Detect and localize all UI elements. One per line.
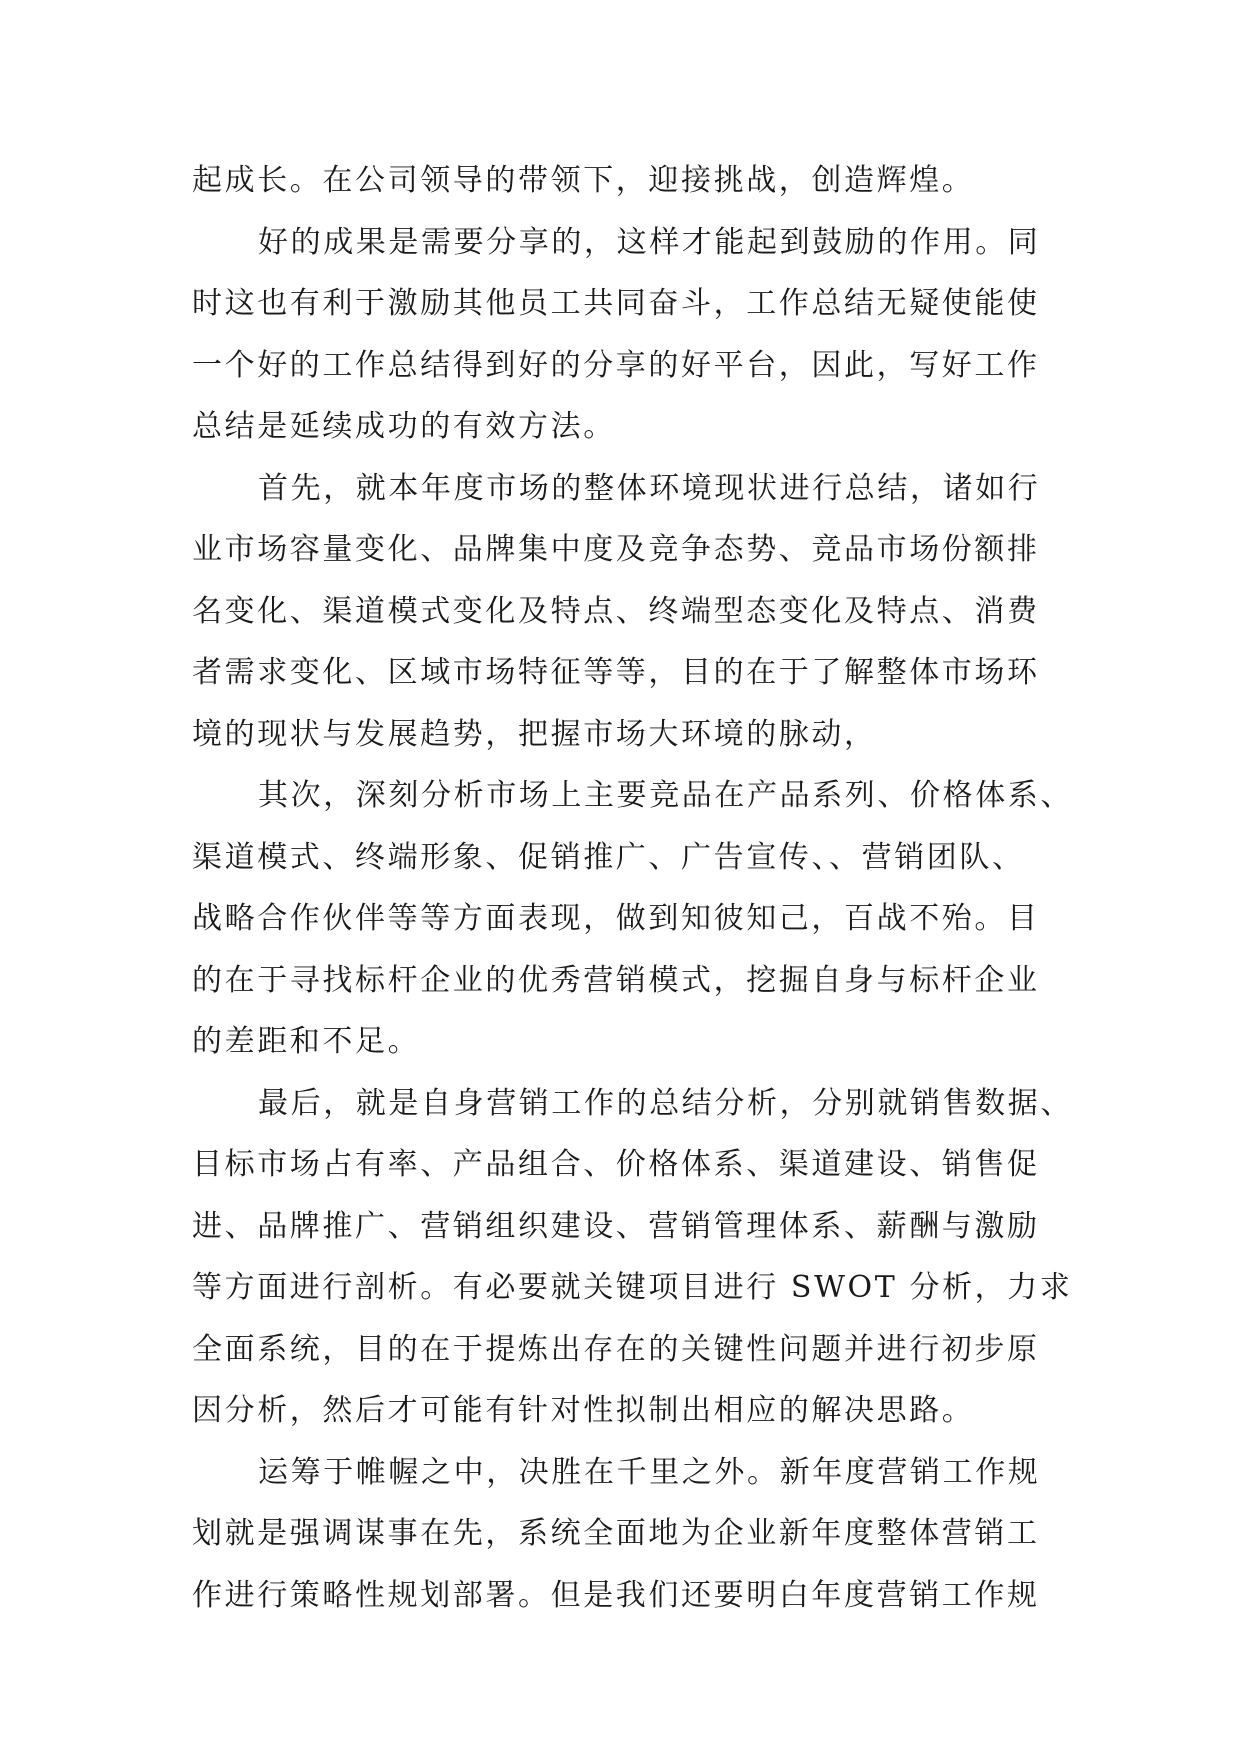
text-line: 渠道模式、终端形象、促销推广、广告宣传、、营销团队、 (192, 839, 1025, 875)
text-line: 划就是强调谋事在先，系统全面地为企业新年度整体营销工 (192, 1516, 1040, 1551)
paragraph-first-line: 最后，就是自身营销工作的总结分析，分别就销售数据、 (258, 1085, 1073, 1121)
text-line: 者需求变化、区域市场特征等等，目的在于了解整体市场环 (192, 655, 1040, 690)
text-line: 战略合作伙伴等等方面表现，做到知彼知己，百战不殆。目 (192, 901, 1040, 936)
text-line: 目标市场占有率、产品组合、价格体系、渠道建设、销售促 (192, 1147, 1040, 1182)
text-line: 的差距和不足。 (192, 1024, 421, 1059)
text-line: 作进行策略性规划部署。但是我们还要明白年度营销工作规 (192, 1577, 1040, 1613)
text-line: 境的现状与发展趋势，把握市场大环境的脉动， (192, 716, 877, 752)
paragraph-first-line: 其次，深刻分析市场上主要竞品在产品系列、价格体系、 (258, 778, 1073, 813)
paragraph-first-line: 运筹于帷幄之中，决胜在千里之外。新年度营销工作规 (258, 1454, 1041, 1490)
text-line: 全面系统，目的在于提炼出存在的关键性问题并进行初步原 (192, 1331, 1040, 1367)
paragraph-first-line: 好的成果是需要分享的，这样才能起到鼓励的作用。同 (258, 224, 1041, 260)
text-line: 一个好的工作总结得到好的分享的好平台，因此，写好工作 (192, 347, 1040, 383)
text-line: 业市场容量变化、品牌集中度及竞争态势、竞品市场份额排 (192, 532, 1040, 567)
document-body (192, 150, 1073, 1626)
text-line: 时这也有利于激励其他员工共同奋斗，工作总结无疑使能使 (192, 286, 1040, 321)
text-line: 总结是延续成功的有效方法。 (192, 409, 616, 444)
text-line: 起成长。在公司领导的带领下，迎接挑战，创造辉煌。 (192, 163, 975, 198)
text-line: 的在于寻找标杆企业的优秀营销模式，挖掘自身与标杆企业 (192, 962, 1040, 998)
text-line: 因分析，然后才可能有针对性拟制出相应的解决思路。 (192, 1393, 975, 1428)
paragraph-first-line: 首先，就本年度市场的整体环境现状进行总结，诸如行 (258, 470, 1041, 506)
text-line: 等方面进行剖析。有必要就关键项目进行 SWOT 分析，力求 (192, 1270, 1073, 1305)
text-line: 名变化、渠道模式变化及特点、终端型态变化及特点、消费 (192, 593, 1040, 629)
text-line: 进、品牌推广、营销组织建设、营销管理体系、薪酬与激励 (192, 1208, 1040, 1244)
